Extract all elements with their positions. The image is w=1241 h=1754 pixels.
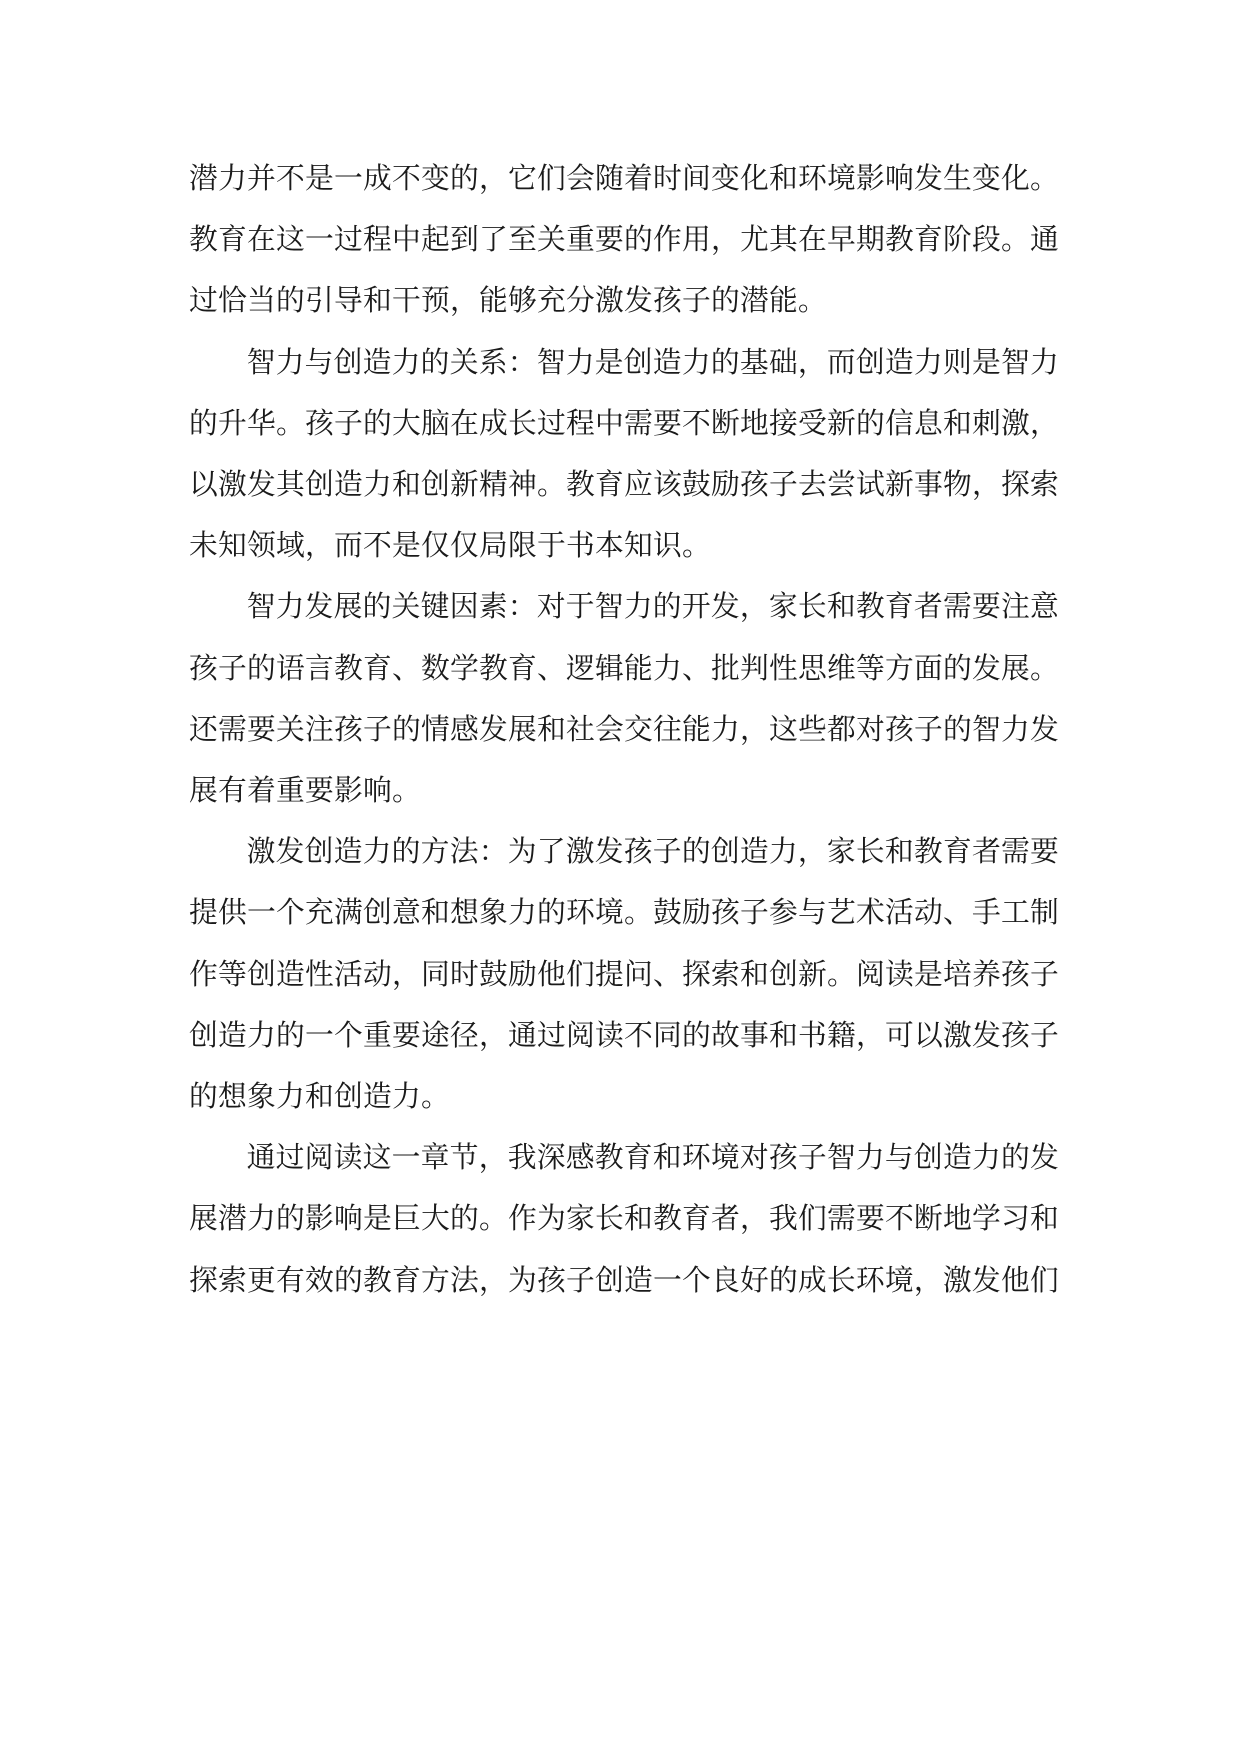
paragraph-intelligence-creativity-relation: 智力与创造力的关系：智力是创造力的基础，而创造力则是智力的升华。孩子的大脑在成长过程中需要不断地接受新的信息和刺激，以激发其创造力和创新精神。教育应该鼓励孩子去尝试新事物，探索未知领域，而不是仅仅局限于书本知识。 — [189, 344, 1059, 563]
paragraph-potential-continuation: 潜力并不是一成不变的，它们会随着时间变化和环境影响发生变化。教育在这一过程中起到了至关重要的作用，尤其在早期教育阶段。通过恰当的引导和干预，能够充分激发孩子的潜能。 — [189, 161, 1059, 318]
paragraph-intelligence-key-factors: 智力发展的关键因素：对于智力的开发，家长和教育者需要注意孩子的语言教育、数学教育、逻辑能力、批判性思维等方面的发展。还需要关注孩子的情感发展和社会交往能力，这些都对孩子的智力发展有着重要影响。 — [189, 589, 1059, 808]
document-body — [189, 148, 1059, 1311]
paragraph-creativity-methods: 激发创造力的方法：为了激发孩子的创造力，家长和教育者需要提供一个充满创意和想象力的环境。鼓励孩子参与艺术活动、手工制作等创造性活动，同时鼓励他们提问、探索和创新。阅读是培养孩子创造力的一个重要途径，通过阅读不同的故事和书籍，可以激发孩子的想象力和创造力。 — [189, 834, 1059, 1114]
paragraph-reflection: 通过阅读这一章节，我深感教育和环境对孩子智力与创造力的发展潜力的影响是巨大的。作为家长和教育者，我们需要不断地学习和探索更有效的教育方法，为孩子创造一个良好的成长环境，激发他们 — [189, 1140, 1059, 1297]
